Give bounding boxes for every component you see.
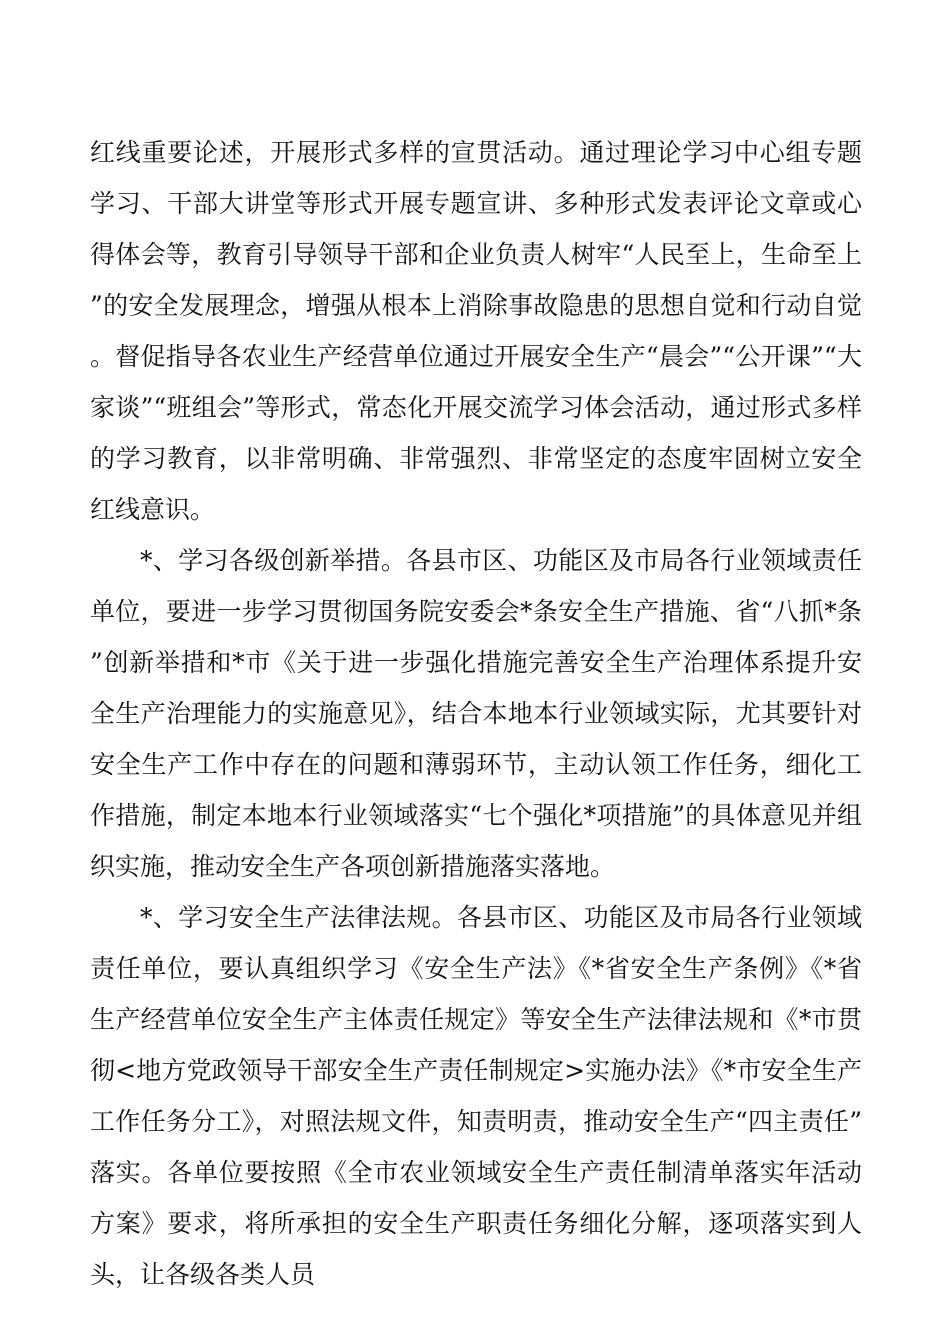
- paragraph-3: *、学习安全生产法律法规。各县市区、功能区及市局各行业领域责任单位，要认真组织学习《安全生产法》《*省安全生产条例》《*省生产经营单位安全生产主体责任规定》等安全生产法律法规和《*市贯彻<地方党政领导干部安全生产责任制规定>实施办法》《*市安全生产工作任务分工》，对照法规文件，知责明责，推动安全生产“四主责任”落实。各单位要按照《全市农业领域安全生产责任制清单落实年活动方案》要求，将所承担的安全生产职责任务细化分解，逐项落实到人头，让各级各类人员: [90, 903, 862, 1289]
- document-body: [90, 127, 862, 1300]
- paragraph-1: 红线重要论述，开展形式多样的宣贯活动。通过理论学习中心组专题学习、干部大讲堂等形式开展专题宣讲、多种形式发表评论文章或心得体会等，教育引导领导干部和企业负责人树牢“人民至上，生命至上”的安全发展理念，增强从根本上消除事故隐患的思想自觉和行动自觉。督促指导各农业生产经营单位通过开展安全生产“晨会”“公开课”“大家谈”“班组会”等形式，常态化开展交流学习体会活动，通过形式多样的学习教育，以非常明确、非常强烈、非常坚定的态度牢固树立安全红线意识。: [90, 138, 862, 524]
- paragraph-2: *、学习各级创新举措。各县市区、功能区及市局各行业领域责任单位，要进一步学习贯彻国务院安委会*条安全生产措施、省“八抓*条”创新举措和*市《关于进一步强化措施完善安全生产治理体系提升安全生产治理能力的实施意见》，结合本地本行业领域实际，尤其要针对安全生产工作中存在的问题和薄弱环节，主动认领工作任务，细化工作措施，制定本地本行业领域落实“七个强化*项措施”的具体意见并组织实施，推动安全生产各项创新措施落实落地。: [90, 546, 862, 881]
